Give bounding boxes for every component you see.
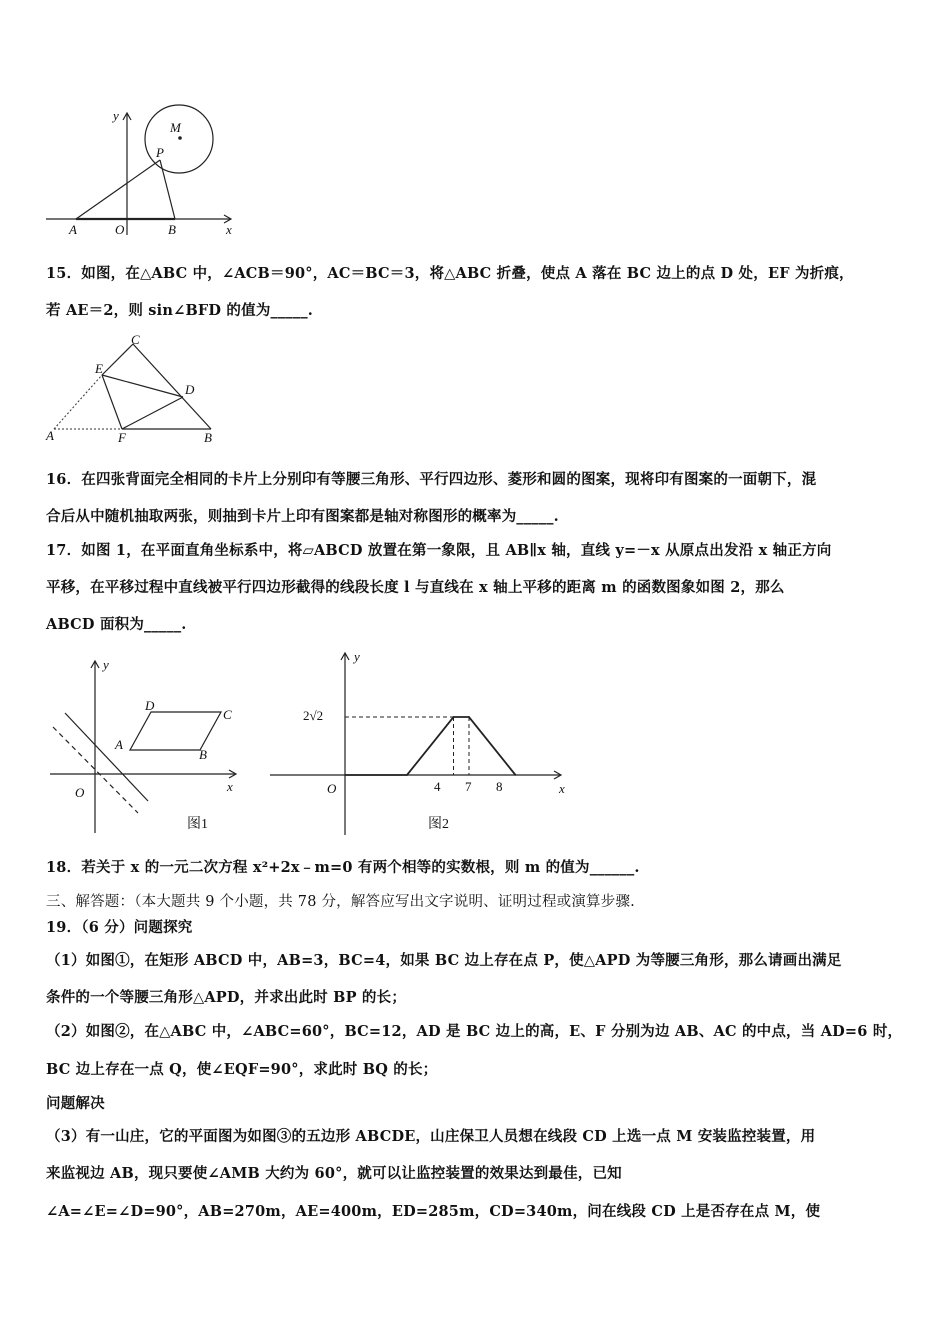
q19-part3-line1: （3）有一山庄，它的平面图为如图③的五边形 ABCDE，山庄保卫人员想在线段 CD 上选一点 M 安装监控装置，用 [46, 1128, 816, 1145]
q16-line2: 合后从中随机抽取两张，则抽到卡片上印有图案都是轴对称图形的概率为_____. [46, 508, 559, 525]
label-b: B [204, 430, 212, 445]
label-a: A [115, 737, 123, 752]
caption-fig2: 图2 [428, 817, 449, 832]
label-p: P [156, 145, 164, 160]
figure-q15 [40, 332, 230, 447]
q19-part1-line1: （1）如图①，在矩形 ABCD 中，AB=3，BC=4，如果 BC 边上存在点 P，使△APD 为等腰三角形，那么请画出满足 [46, 952, 842, 969]
dotted-ae [54, 375, 102, 429]
q19-part2-line2: BC 边上存在一点 Q，使∠EQF=90°，求此时 BQ 的长； [46, 1061, 438, 1078]
q19-part1-line2: 条件的一个等腰三角形△APD，并求出此时 BP 的长； [46, 989, 407, 1006]
series-line [345, 717, 516, 775]
point-m-dot [178, 136, 182, 140]
label-y: y [354, 649, 360, 664]
section3-heading: 三、解答题：（本大题共 9 个小题，共 78 分，解答应写出文字说明、证明过程或演算步骤. [46, 894, 635, 910]
series-point [344, 774, 346, 776]
label-y: y [113, 108, 119, 123]
label-a: A [46, 428, 54, 443]
series-point [453, 716, 455, 718]
segment-ef [102, 375, 122, 429]
segment-fd [122, 397, 183, 429]
figure-q15-svg [40, 332, 230, 447]
label-d: D [185, 382, 195, 397]
segment-ap [76, 160, 160, 219]
caption-fig1: 图1 [187, 817, 208, 832]
q19-part2-line1: （2）如图②，在△ABC 中，∠ABC=60°，BC=12，AD 是 BC 边上的高，E、F 分别为边 AB、AC 的中点，当 AD=6 时， [46, 1023, 903, 1040]
q15-line2: 若 AE＝2，则 sin∠BFD 的值为_____. [46, 302, 314, 319]
figure-circle-svg [40, 100, 240, 240]
figure-17-1 [45, 655, 245, 840]
label-f: F [118, 430, 126, 445]
label-b: B [199, 747, 207, 762]
q17-line2: 平移，在平移过程中直线被平行四边形截得的线段长度 l 与直线在 x 轴上平移的距离 m 的函数图象如图 2，那么 [46, 579, 785, 596]
q19-title: 19．（6 分）问题探究 [46, 919, 193, 936]
q17-line1: 17．如图 1，在平面直角坐标系中，将▱ABCD 放置在第一象限，且 AB∥x 轴，直线 y=－x 从原点出发沿 x 轴正方向 [46, 542, 832, 559]
x-tick-8: 8 [496, 779, 503, 794]
segment-ce [102, 344, 133, 375]
label-o: O [327, 781, 337, 796]
label-x: x [227, 779, 233, 794]
label-o: O [75, 785, 85, 800]
label-e: E [95, 361, 103, 376]
label-y: y [103, 657, 109, 672]
label-x: x [226, 222, 232, 237]
label-a: A [69, 222, 77, 237]
label-c: C [223, 707, 232, 722]
graph-layer [344, 716, 516, 776]
series-point [515, 774, 517, 776]
q17-line3: ABCD 面积为_____. [46, 616, 187, 633]
figure-circle-tangent [40, 100, 240, 240]
series-point [468, 716, 470, 718]
q19-solve-heading: 问题解决 [46, 1095, 105, 1112]
q15-line1: 15．如图，在△ABC 中，∠ACB＝90°，AC＝BC＝3，将△ABC 折叠，使点 A 落在 BC 边上的点 D 处，EF 为折痕， [46, 265, 854, 282]
figure-17-1-svg [45, 655, 245, 840]
y-tick-label: 2√2 [303, 708, 324, 723]
label-m: M [170, 120, 181, 135]
x-tick-4: 4 [434, 779, 441, 794]
x-tick-7: 7 [465, 779, 472, 794]
label-o: O [115, 222, 125, 237]
label-x: x [559, 781, 565, 796]
series-point [406, 774, 408, 776]
q19-part3-line2: 来监视边 AB，现只要使∠AMB 大约为 60°，就可以让监控装置的效果达到最佳，已知 [46, 1165, 622, 1182]
segment-pb [160, 160, 175, 219]
figure-17-2 [265, 645, 575, 840]
q16-line1: 16．在四张背面完全相同的卡片上分别印有等腰三角形、平行四边形、菱形和圆的图案，现将印有图案的一面朝下，混 [46, 471, 817, 488]
label-c: C [131, 332, 140, 347]
figure-17-2-svg [265, 645, 575, 840]
label-b: B [168, 222, 176, 237]
q19-part3-line3: ∠A=∠E=∠D=90°，AB=270m，AE=400m，ED=285m，CD=340m，问在线段 CD 上是否存在点 M，使 [46, 1203, 821, 1220]
parallelogram-abcd [130, 712, 221, 750]
q18-line1: 18．若关于 x 的一元二次方程 x²+2x﹣m=0 有两个相等的实数根，则 m 的值为______. [46, 859, 640, 876]
label-d: D [145, 698, 155, 713]
